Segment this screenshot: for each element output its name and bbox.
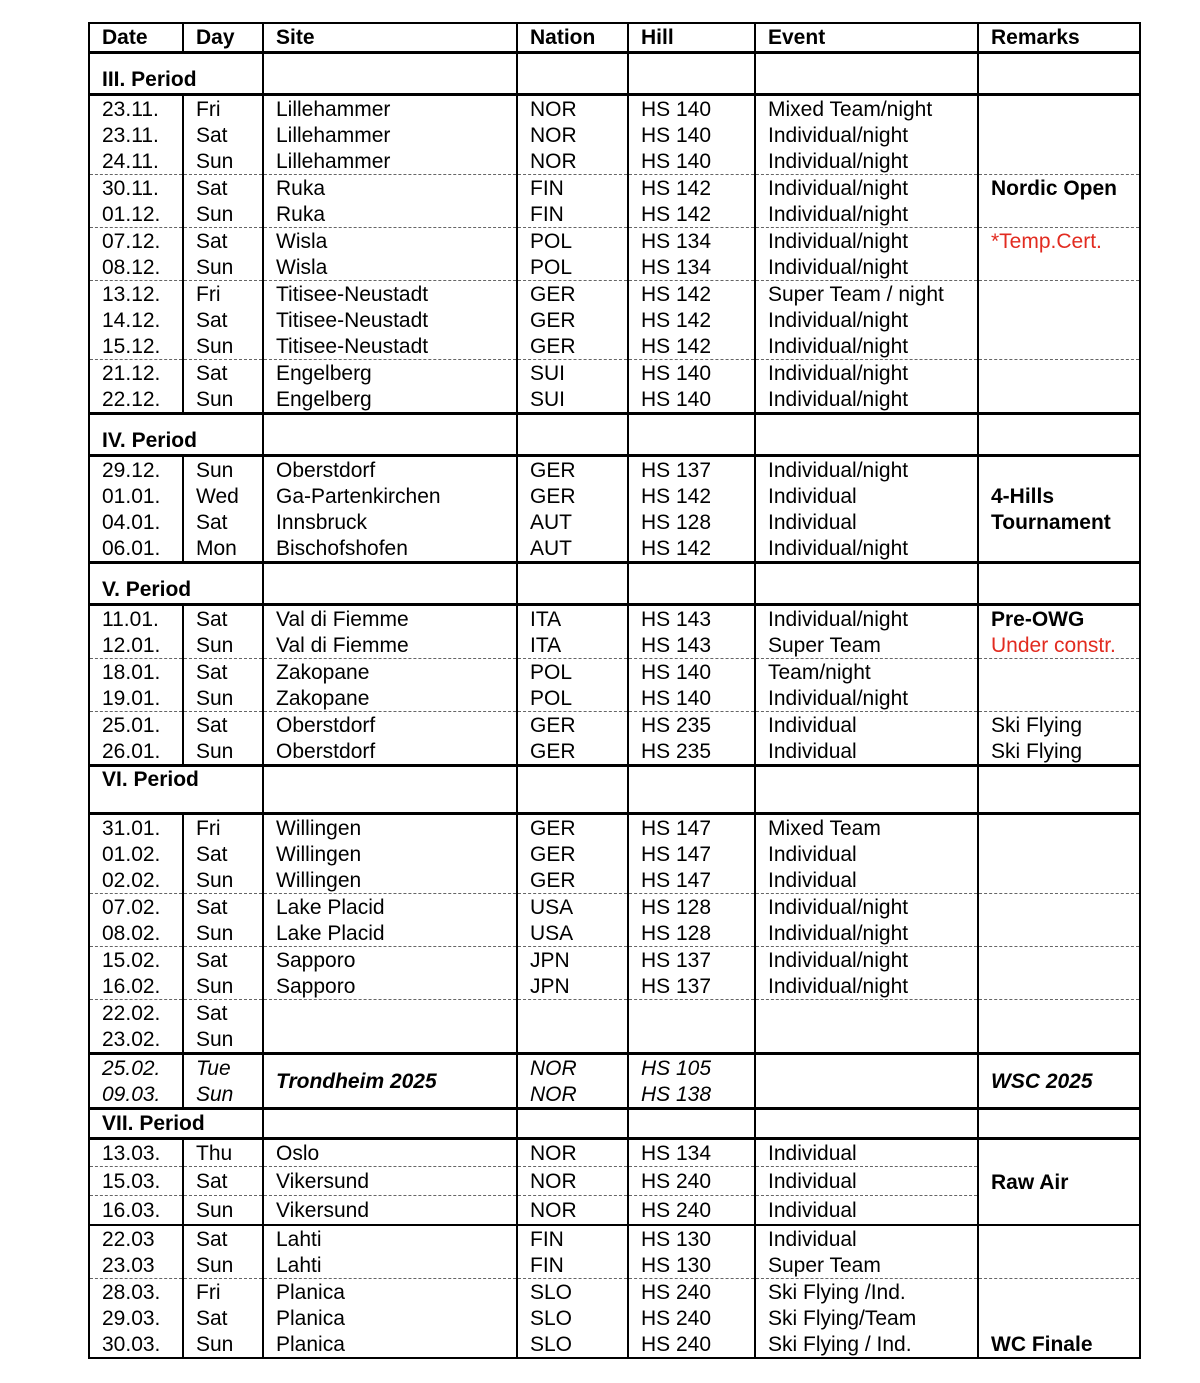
period-header-row <box>89 766 1140 814</box>
table-row: 01.12. Sun Ruka FIN HS 142 Individual/night <box>89 201 1140 228</box>
table-row: 15.03. Sat Vikersund NOR HS 240 Individual <box>89 1167 1140 1196</box>
table-row: 15.02. Sat Sapporo JPN HS 137 Individual/night <box>89 947 1140 974</box>
table-row: 21.12. Sat Engelberg SUI HS 140 Individual/night <box>89 360 1140 387</box>
col-header-remarks: Remarks <box>978 23 1140 53</box>
table-row: 23.11. Sat Lillehammer NOR HS 140 Individual/night <box>89 122 1140 148</box>
remark-tournament: Tournament <box>978 509 1140 535</box>
table-row: 13.03. Thu Oslo NOR HS 134 Individual Raw Air <box>89 1139 1140 1167</box>
table-row: 25.01. Sat Oberstdorf GER HS 235 Individual Ski Flying <box>89 712 1140 739</box>
wsc-row: 09.03. Sun NOR HS 138 <box>89 1081 1140 1109</box>
remark-nordic-open: Nordic Open <box>978 175 1140 202</box>
remark-ski-flying: Ski Flying <box>978 712 1140 739</box>
table-row: 07.02. Sat Lake Placid USA HS 128 Individual/night <box>89 894 1140 921</box>
table-row: 06.01. Mon Bischofshofen AUT HS 142 Individual/night <box>89 535 1140 563</box>
table-row: 23.03 Sun Lahti FIN HS 130 Super Team <box>89 1252 1140 1279</box>
table-row: 30.11. Sat Ruka FIN HS 142 Individual/night Nordic Open <box>89 175 1140 202</box>
period-header-row <box>89 563 1140 605</box>
table-row: 29.03. Sat Planica SLO HS 240 Ski Flying/Team <box>89 1305 1140 1331</box>
remark-under-constr: Under constr. <box>978 632 1140 659</box>
remark-raw-air: Raw Air <box>978 1139 1140 1226</box>
wsc-row: 25.02. Tue Trondheim 2025 NOR HS 105 WSC 2025 <box>89 1054 1140 1082</box>
table-row: 31.01. Fri Willingen GER HS 147 Mixed Team <box>89 814 1140 842</box>
table-row: 13.12. Fri Titisee-Neustadt GER HS 142 Super Team / night <box>89 281 1140 308</box>
remark-4-hills: 4-Hills <box>978 483 1140 509</box>
table-row: 18.01. Sat Zakopane POL HS 140 Team/night <box>89 659 1140 686</box>
col-header-hill: Hill <box>628 23 755 53</box>
table-row: 30.03. Sun Planica SLO HS 240 Ski Flying / Ind. WC Finale <box>89 1331 1140 1358</box>
period-label: V. Period <box>89 563 263 605</box>
table-row: 08.12. Sun Wisla POL HS 134 Individual/night <box>89 254 1140 281</box>
period-header-row <box>89 53 1140 95</box>
col-header-date: Date <box>89 23 183 53</box>
table-row: 16.03. Sun Vikersund NOR HS 240 Individual <box>89 1196 1140 1226</box>
remark-temp-cert: *Temp.Cert. <box>978 228 1140 255</box>
table-row: 22.03 Sat Lahti FIN HS 130 Individual <box>89 1225 1140 1252</box>
period-label: VII. Period <box>89 1109 263 1139</box>
table-row: 11.01. Sat Val di Fiemme ITA HS 143 Individual/night Pre-OWG <box>89 605 1140 633</box>
schedule-document <box>88 22 1139 1359</box>
table-row: 23.02. Sun <box>89 1026 1140 1054</box>
table-row: 22.12. Sun Engelberg SUI HS 140 Individual/night <box>89 386 1140 414</box>
col-header-site: Site <box>263 23 517 53</box>
table-row: 23.11. Fri Lillehammer NOR HS 140 Mixed Team/night <box>89 95 1140 123</box>
period-header-row <box>89 1109 1140 1139</box>
table-row: 02.02. Sun Willingen GER HS 147 Individual <box>89 867 1140 894</box>
table-row: 29.12. Sun Oberstdorf GER HS 137 Individual/night <box>89 456 1140 484</box>
col-header-nation: Nation <box>517 23 628 53</box>
table-row: 15.12. Sun Titisee-Neustadt GER HS 142 Individual/night <box>89 333 1140 360</box>
period-label: VI. Period <box>89 766 263 814</box>
table-row: 16.02. Sun Sapporo JPN HS 137 Individual/night <box>89 973 1140 1000</box>
table-row: 14.12. Sat Titisee-Neustadt GER HS 142 Individual/night <box>89 307 1140 333</box>
table-row: 04.01. Sat Innsbruck AUT HS 128 Individual Tournament <box>89 509 1140 535</box>
table-row: 22.02. Sat <box>89 1000 1140 1027</box>
table-row: 24.11. Sun Lillehammer NOR HS 140 Individual/night <box>89 148 1140 175</box>
remark-wsc: WSC 2025 <box>978 1054 1140 1109</box>
competition-calendar-table <box>88 22 1141 1359</box>
table-row: 28.03. Fri Planica SLO HS 240 Ski Flying /Ind. <box>89 1279 1140 1306</box>
table-row: 07.12. Sat Wisla POL HS 134 Individual/night *Temp.Cert. <box>89 228 1140 255</box>
period-label: IV. Period <box>89 414 263 456</box>
col-header-day: Day <box>183 23 263 53</box>
wsc-site: Trondheim 2025 <box>263 1054 517 1109</box>
table-row: 01.01. Wed Ga-Partenkirchen GER HS 142 Individual 4-Hills <box>89 483 1140 509</box>
col-header-event: Event <box>755 23 978 53</box>
period-label: III. Period <box>89 53 263 95</box>
remark-pre-owg: Pre-OWG <box>978 605 1140 633</box>
table-row: 01.02. Sat Willingen GER HS 147 Individual <box>89 841 1140 867</box>
table-row: 08.02. Sun Lake Placid USA HS 128 Individual/night <box>89 920 1140 947</box>
period-header-row <box>89 414 1140 456</box>
remark-ski-flying: Ski Flying <box>978 738 1140 766</box>
table-row: 12.01. Sun Val di Fiemme ITA HS 143 Super Team Under constr. <box>89 632 1140 659</box>
table-row: 26.01. Sun Oberstdorf GER HS 235 Individual Ski Flying <box>89 738 1140 766</box>
header-row <box>89 23 1140 53</box>
remark-wc-finale: WC Finale <box>978 1331 1140 1358</box>
table-row: 19.01. Sun Zakopane POL HS 140 Individual/night <box>89 685 1140 712</box>
